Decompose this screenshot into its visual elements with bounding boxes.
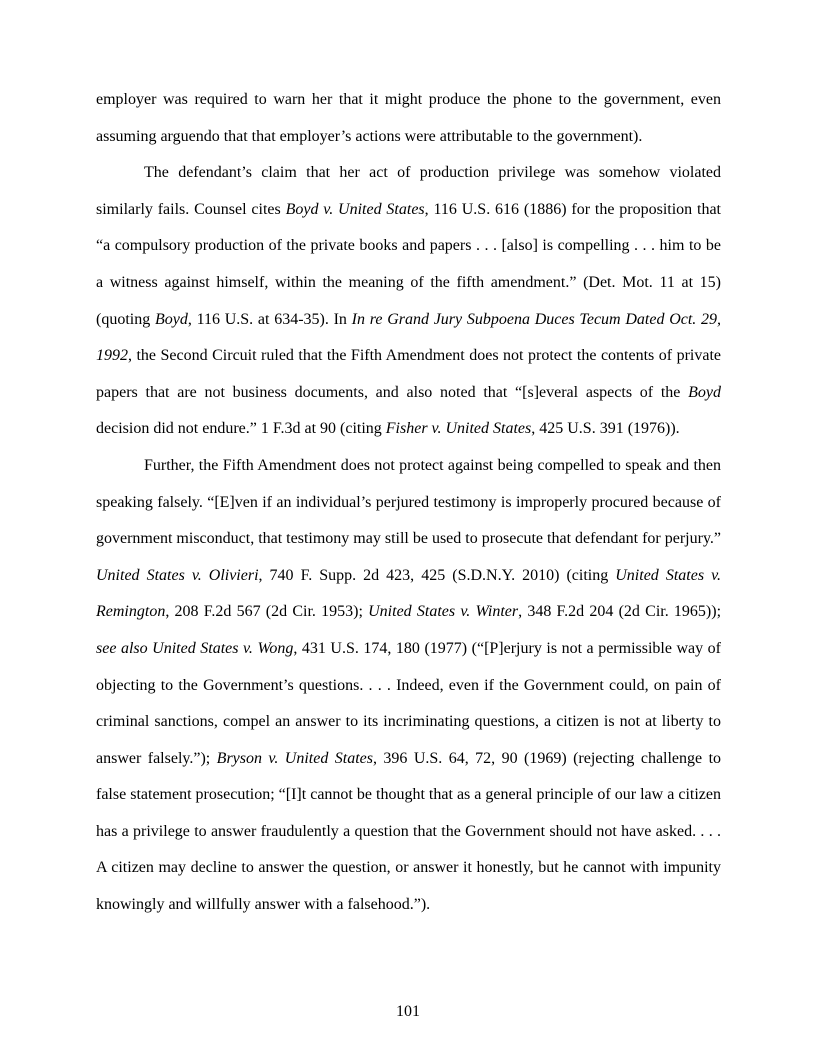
text-run: The defendant’s claim that her act of production privilege was somehow violated similarly fails. Counsel cites [96, 164, 721, 218]
text-run: , 348 F.2d 204 (2d Cir. 1965)); [518, 603, 722, 621]
paragraph [96, 155, 721, 448]
case-citation: see also United States v. Wong [96, 639, 294, 657]
text-run: , 431 U.S. 174, 180 (1977) (“[P]erjury is not a permissible way of objecting to the Government’s questions. . . . Indeed, even if the Government could, on pain of criminal sanctions, compel an answer to its incriminating questions, a citizen is not at liberty to answer falsely.”); [96, 639, 722, 767]
text-run: , the Second Circuit ruled that the Fifth Amendment does not protect the contents of private papers that are not business documents, and also noted that “[s]everal aspects of the [96, 347, 721, 401]
case-citation: In re Grand Jury Subpoena Duces Tecum Dated Oct. 29, 1992 [96, 310, 722, 365]
text-run: , 116 U.S. 616 (1886) for the proposition that “a compulsory production of the private books and papers . . . [also] is compelling . . . him to be a witness against himself, within the meaning of the fifth amendment.” (Det. Mot. 11 at 15) (quoting [96, 200, 721, 328]
paragraph [96, 82, 721, 155]
case-citation: Fisher v. United States [385, 420, 532, 438]
case-citation: Bryson v. United States [216, 749, 373, 767]
case-citation: Boyd [688, 383, 721, 401]
text-run: decision did not endure.” 1 F.3d at 90 (citing [96, 420, 386, 438]
document-body [96, 82, 721, 924]
page-number: 101 [396, 1003, 420, 1020]
text-run: , 116 U.S. at 634-35). In [187, 310, 352, 328]
text-run: , 396 U.S. 64, 72, 90 (1969) (rejecting challenge to false statement prosecution; “[I]t cannot be thought that as a general principle of our law a citizen has a privilege to answer fraudulently a question that the Government should not have asked. . . . A citizen may decline to answer the question, or answer it honestly, but he cannot with impunity knowingly and willfully answer with a falsehood.”). [96, 749, 722, 914]
case-citation: United States v. Winter [368, 603, 519, 621]
case-citation: Boyd [154, 310, 188, 328]
text-run: , 425 U.S. 391 (1976)). [531, 420, 680, 438]
text-run: , 740 F. Supp. 2d 423, 425 (S.D.N.Y. 2010) (citing [258, 566, 616, 584]
text-run: , 208 F.2d 567 (2d Cir. 1953); [165, 603, 369, 621]
case-citation: United States v. Olivieri [96, 566, 259, 584]
text-run: Further, the Fifth Amendment does not protect against being compelled to speak and then speaking falsely. “[E]ven if an individual’s perjured testimony is improperly procured because of government misconduct, that testimony may still be used to prosecute that defendant for perjury.” [96, 456, 722, 548]
case-citation: United States v. Remington [96, 566, 721, 621]
paragraph [96, 448, 721, 924]
text-run: employer was required to warn her that it might produce the phone to the government, even assuming arguendo that that employer’s actions were attributable to the government). [96, 91, 721, 145]
case-citation: Boyd v. United States [285, 200, 425, 218]
